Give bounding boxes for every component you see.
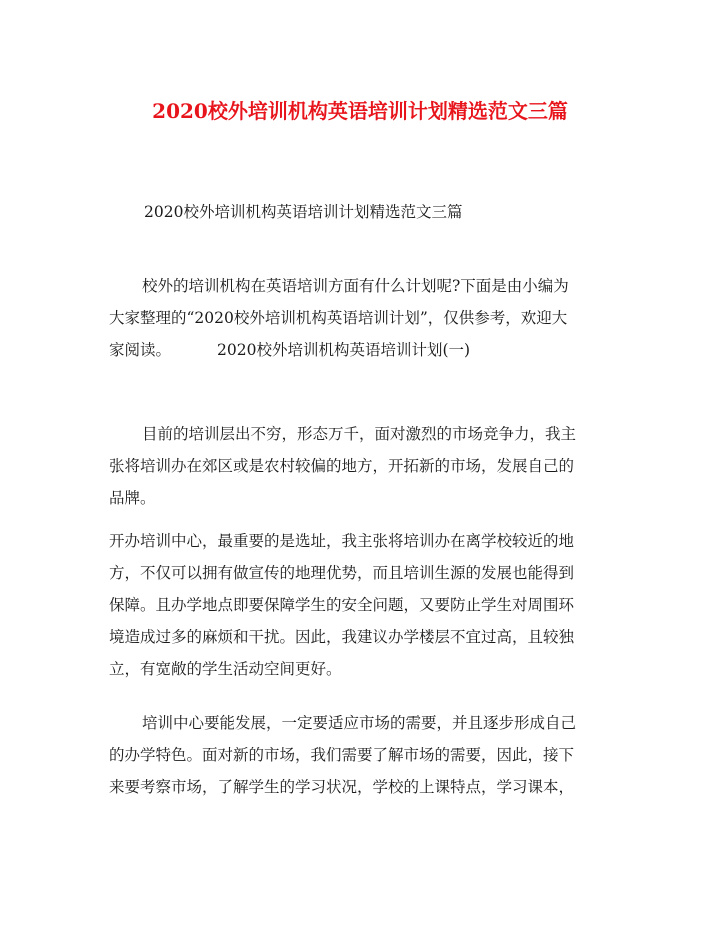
paragraph-2 <box>109 525 619 685</box>
para1-line-2: 张将培训办在郊区或是农村较偏的地方，开拓新的市场，发展自己的 <box>109 457 575 475</box>
para3-line-1: 培训中心要能发展，一定要适应市场的需要，并且逐步形成自己 <box>142 714 577 732</box>
para1-line-3: 品牌。 <box>109 489 156 507</box>
para3-line-3: 来要考察市场，了解学生的学习状况，学校的上课特点，学习课本， <box>109 778 575 796</box>
document-title: 2020校外培训机构英语培训计划精选范文三篇 <box>152 99 568 123</box>
para1-line-1: 目前的培训层出不穷，形态万千，面对激烈的市场竞争力，我主 <box>142 425 577 443</box>
intro-line-3-text: 家阅读。 <box>109 341 172 359</box>
para2-line-2: 方，不仅可以拥有做宣传的地理优势，而且培训生源的发展也能得到 <box>109 564 575 582</box>
document-subtitle: 2020校外培训机构英语培训计划精选范文三篇 <box>144 203 463 221</box>
para2-line-1: 开办培训中心，最重要的是选址，我主张将培训办在离学校较近的地 <box>109 532 575 550</box>
intro-paragraph <box>109 270 619 366</box>
para2-line-4: 境造成过多的麻烦和干扰。因此，我建议办学楼层不宜过高，且较独 <box>109 628 575 646</box>
para3-line-2: 的办学特色。面对新的市场，我们需要了解市场的需要，因此，接下 <box>109 746 575 764</box>
para2-line-3: 保障。且办学地点即要保障学生的安全问题，又要防止学生对周围环 <box>109 596 575 614</box>
paragraph-3 <box>109 707 619 803</box>
plan-one-heading: 2020校外培训机构英语培训计划(一) <box>217 341 471 359</box>
intro-line-2: 大家整理的“2020校外培训机构英语培训计划”，仅供参考，欢迎大 <box>109 309 568 327</box>
intro-line-1: 校外的培训机构在英语培训方面有什么计划呢?下面是由小编为 <box>142 277 569 295</box>
para2-line-5: 立，有宽敞的学生活动空间更好。 <box>109 660 342 678</box>
intro-line-3 <box>109 334 619 366</box>
paragraph-1 <box>109 418 619 514</box>
